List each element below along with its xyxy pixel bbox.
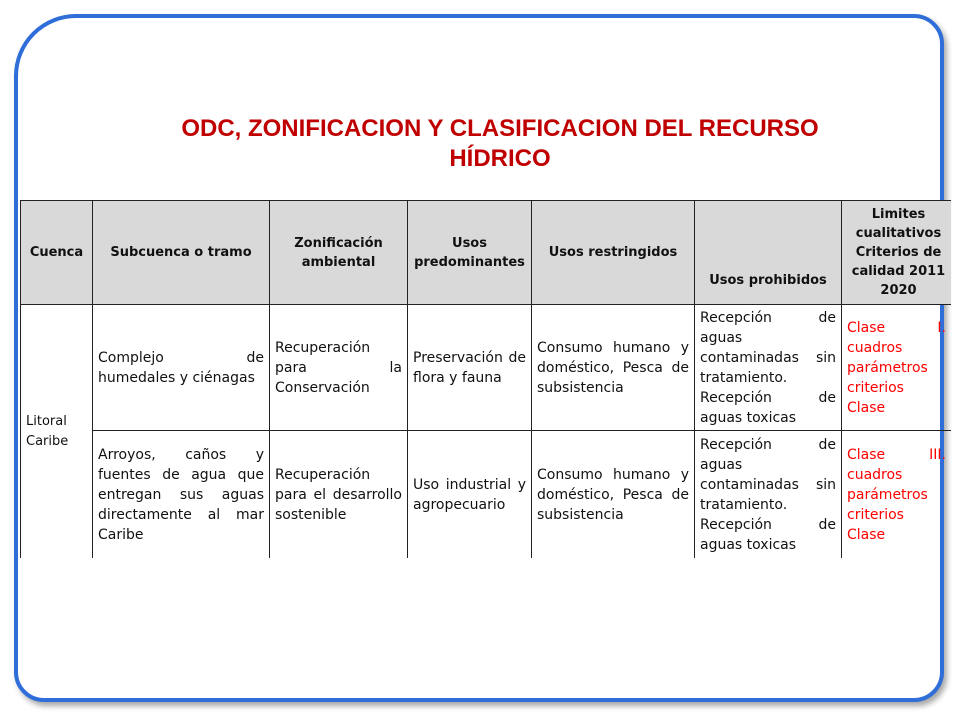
header-zonificacion: Zonificación ambiental [270,201,408,305]
table-header-row [21,201,952,305]
header-usos-restringidos: Usos restringidos [532,201,695,305]
water-classification-table [20,200,951,558]
header-limites: Limites cualitativos Criterios de calidad 2011 2020 [842,201,952,305]
table-row [21,431,952,559]
cell-usos-restringidos: Consumo humano y doméstico, Pesca de subsistencia [532,305,695,431]
cell-subcuenca: Complejo de humedales y ciénagas [93,305,270,431]
cell-cuenca: Litoral Caribe [21,305,93,559]
table-row [21,305,952,431]
cell-limites: Clase III. cuadros parámetros criterios Clase [842,431,952,559]
cell-usos-predominantes: Uso industrial y agropecuario [408,431,532,559]
cell-usos-predominantes: Preservación de flora y fauna [408,305,532,431]
header-usos-predominantes: Usos predominantes [408,201,532,305]
cell-subcuenca: Arroyos, caños y fuentes de agua que entregan sus aguas directamente al mar Caribe [93,431,270,559]
slide-title [100,114,900,174]
header-usos-prohibidos: Usos prohibidos [695,201,842,305]
title-line-2: HÍDRICO [449,145,551,172]
cell-limites: Clase I. cuadros parámetros criterios Clase [842,305,952,431]
cell-zonificacion: Recuperación para el desarrollo sostenible [270,431,408,559]
cell-usos-prohibidos: Recepción de aguas contaminadas sin tratamiento. Recepción de aguas toxicas [695,431,842,559]
header-subcuenca: Subcuenca o tramo [93,201,270,305]
title-line-1: ODC, ZONIFICACION Y CLASIFICACION DEL RECURSO [181,115,819,142]
cell-zonificacion: Recuperación para la Conservación [270,305,408,431]
cell-usos-restringidos: Consumo humano y doméstico, Pesca de subsistencia [532,431,695,559]
header-cuenca: Cuenca [21,201,93,305]
cell-usos-prohibidos: Recepción de aguas contaminadas sin tratamiento. Recepción de aguas toxicas [695,305,842,431]
